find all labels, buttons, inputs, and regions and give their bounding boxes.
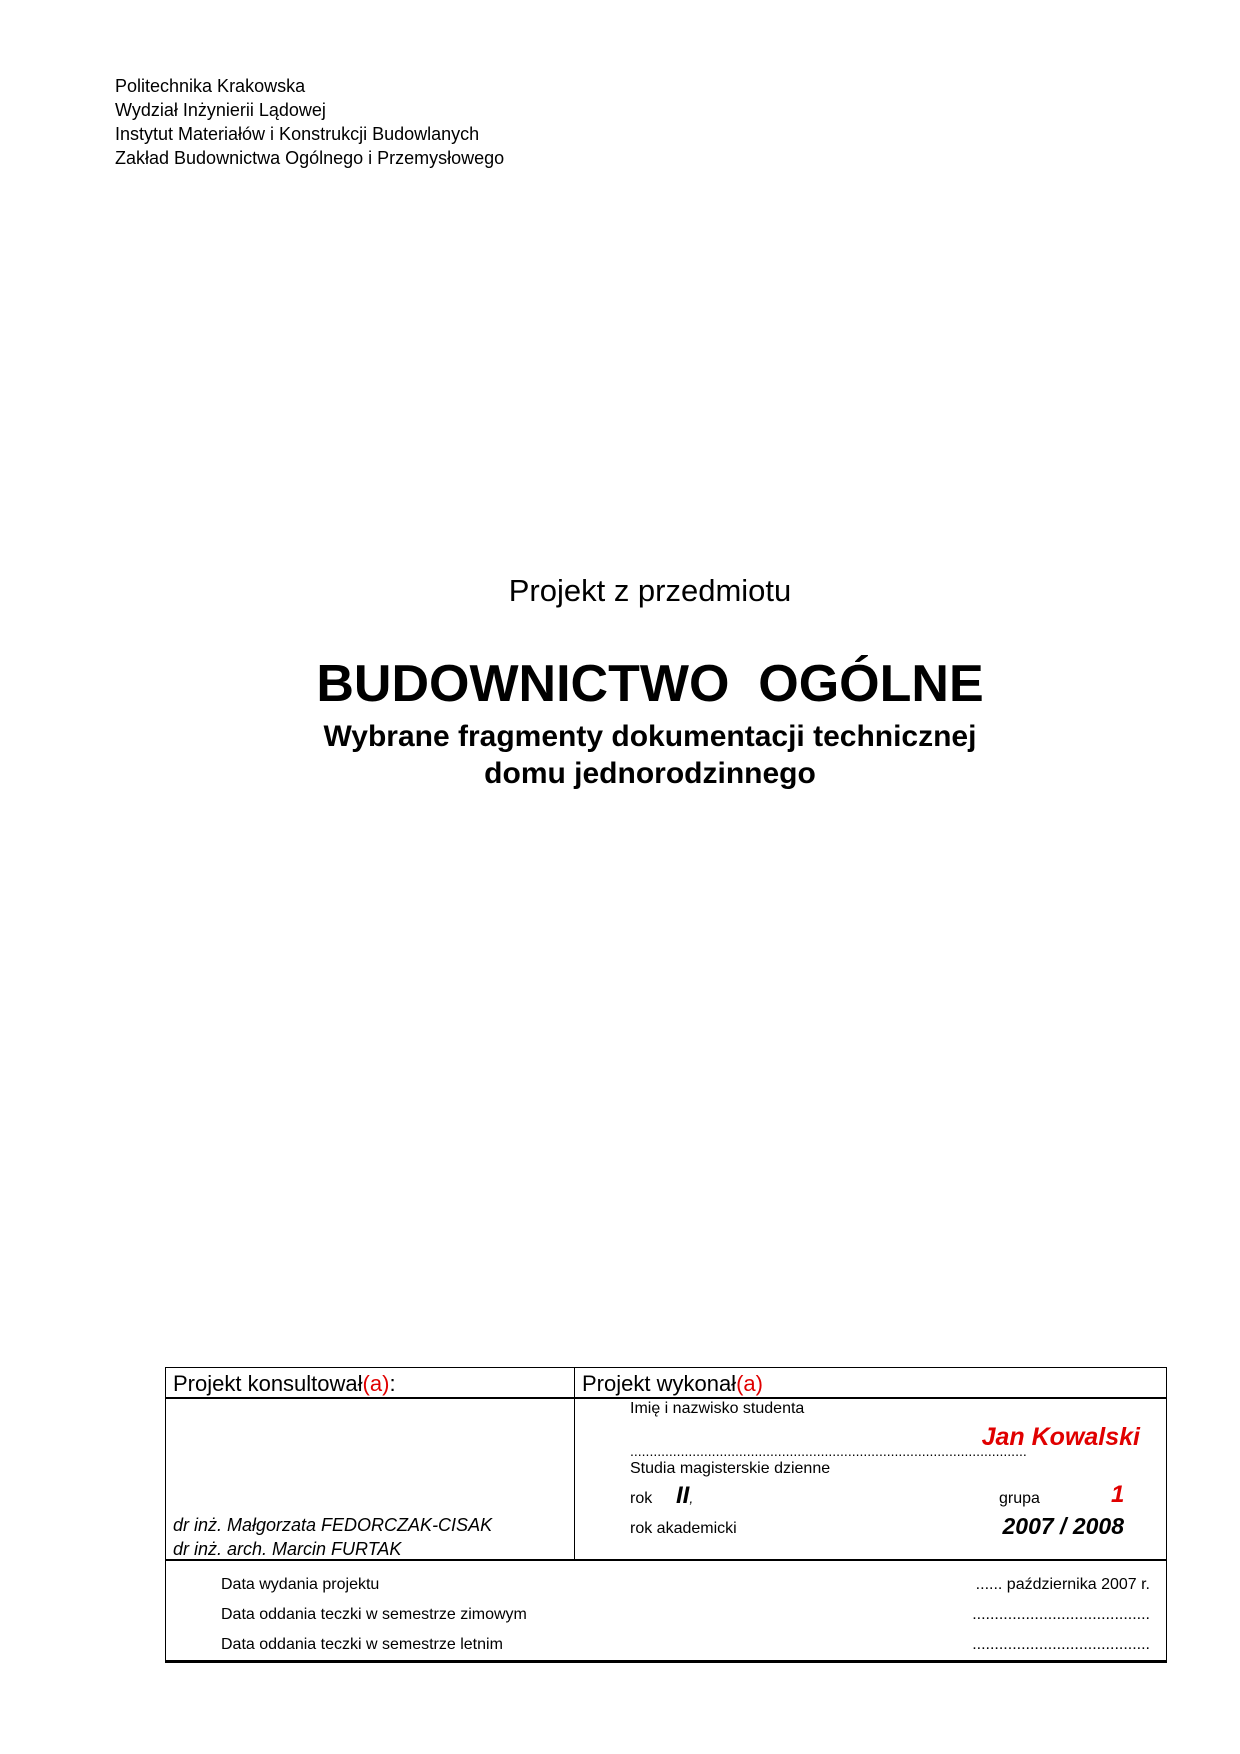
department-name: Zakład Budownictwa Ogólnego i Przemysłowego xyxy=(115,148,505,168)
winter-submission-value: ........................................ xyxy=(972,1606,1150,1623)
page-title: BUDOWNICTWO OGÓLNE xyxy=(316,655,984,713)
project-info-table xyxy=(165,1367,1167,1663)
issue-date-value: ...... października 2007 r. xyxy=(975,1576,1150,1593)
consultant-1: dr inż. Małgorzata FEDORCZAK-CISAK xyxy=(173,1515,493,1535)
project-subject-label: Projekt z przedmiotu xyxy=(508,573,792,608)
issue-date-label: Data wydania projektu xyxy=(221,1576,380,1593)
studies-type: Studia magisterskie dzienne xyxy=(630,1460,831,1477)
year-label: rok xyxy=(630,1490,653,1507)
institute-name: Instytut Materiałów i Konstrukcji Budowlanych xyxy=(115,124,480,144)
group-label: grupa xyxy=(999,1490,1040,1507)
faculty-name: Wydział Inżynierii Lądowej xyxy=(115,100,326,120)
subtitle-line-2: domu jednorodzinnego xyxy=(484,757,816,790)
subtitle-line-1: Wybrane fragmenty dokumentacji technicznej xyxy=(323,720,977,753)
divider xyxy=(166,1397,1166,1399)
consultant-2: dr inż. arch. Marcin FURTAK xyxy=(173,1539,402,1559)
academic-year-value: 2007 / 2008 xyxy=(1002,1513,1124,1539)
university-name: Politechnika Krakowska xyxy=(115,76,306,96)
student-name-label: Imię i nazwisko studenta xyxy=(630,1400,805,1417)
summer-submission-value: ........................................ xyxy=(972,1636,1150,1653)
consulted-header: Projekt konsultował(a): xyxy=(173,1371,396,1396)
student-name-dots: ...................................................................................................... xyxy=(630,1443,1027,1459)
winter-submission-label: Data oddania teczki w semestrze zimowym xyxy=(221,1606,527,1623)
academic-year-label: rok akademicki xyxy=(630,1520,737,1537)
made-by-header: Projekt wykonał(a) xyxy=(582,1371,763,1396)
summer-submission-label: Data oddania teczki w semestrze letnim xyxy=(221,1636,503,1653)
student-name: Jan Kowalski xyxy=(981,1423,1140,1451)
year-value: II, xyxy=(676,1482,694,1509)
divider xyxy=(574,1368,575,1560)
group-value: 1 xyxy=(1111,1481,1125,1508)
